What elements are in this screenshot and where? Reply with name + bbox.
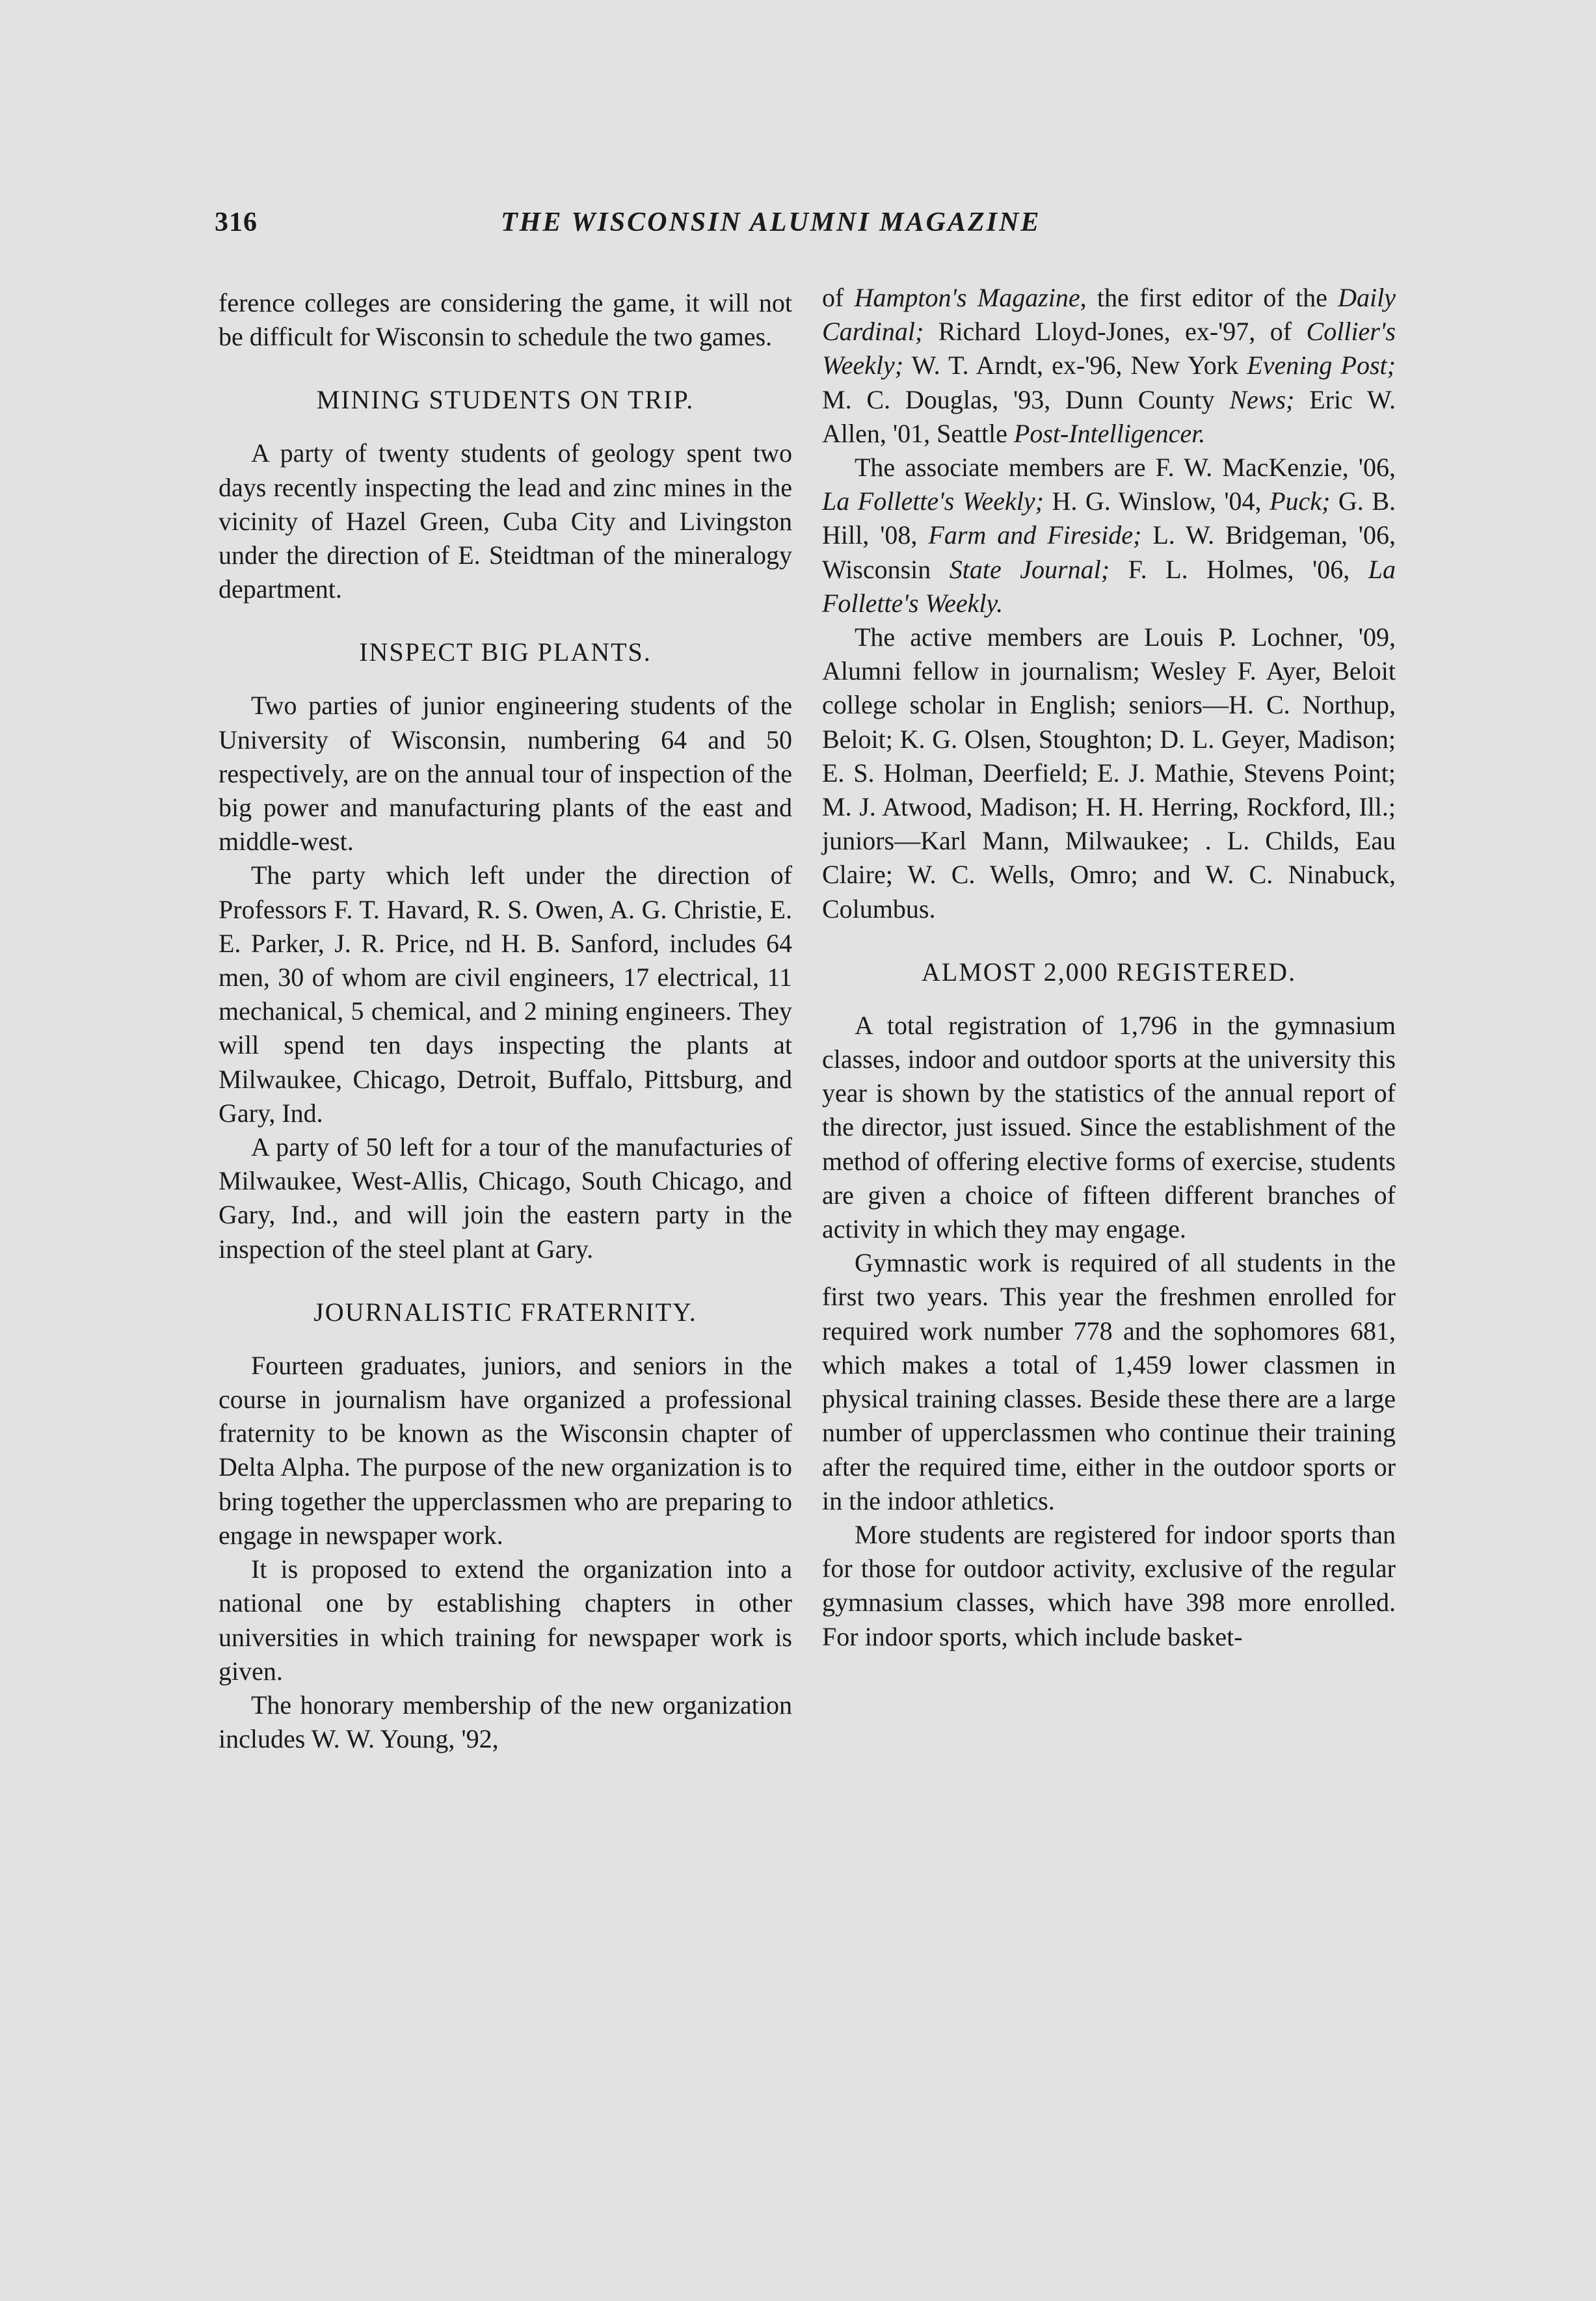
publication-name: La Follette's Weekly; <box>822 486 1044 516</box>
journalistic-paragraph-2: It is proposed to extend the organization into a national one by establishing chapters in other universities in which training for newspaper work is given. <box>219 1554 792 1686</box>
heading-journalistic-fraternity: JOURNALISTIC FRATERNITY. <box>313 1297 697 1327</box>
publication-name: Puck; <box>1270 486 1331 516</box>
associate-members-paragraph: The associate members are F. W. MacKenzie, '06, La Follette's Weekly; H. G. Winslow, '04, Puck; G. B. Hill, '08, Farm and Fireside; L. W. Bridgeman, '06, Wisconsin State Journal; F. L. Holmes, '06, La Follette's Weekly. <box>822 453 1396 618</box>
publication-name: Collier's Weekly; <box>822 317 1396 380</box>
registered-paragraph-1: A total registration of 1,796 in the gymnasium classes, indoor and outdoor sports at the university this year is shown by the statistics of the annual report of the director, just issued. Since the establishment of the method of offering elective forms of exercise, students are given a choice of fifteen different branches of activity in which they may engage. <box>822 1010 1396 1244</box>
publication-name: State Journal; <box>949 554 1110 584</box>
publication-name: Daily Cardinal; <box>822 283 1396 347</box>
page-header <box>215 207 1392 259</box>
inspect-paragraph-2: The party which left under the direction of Professors F. T. Havard, R. S. Owen, A. G. Christie, E. E. Parker, J. R. Price, nd H. B. Sanford, includes 64 men, 30 of whom are civil engineers, 17 electrical, 11 mechanical, 5 chemical, and 2 mining engineers. They will spend ten days inspecting the plants at Milwaukee, Chicago, Detroit, Buffalo, Pittsburg, and Gary, Ind. <box>219 860 792 1128</box>
inspect-paragraph-3: A party of 50 left for a tour of the manufacturies of Milwaukee, West-Allis, Chicago, South Chicago, and Gary, Ind., and will join the eastern party in the inspection of the steel plant at Gary. <box>219 1132 792 1264</box>
heading-inspect-plants: INSPECT BIG PLANTS. <box>359 637 652 667</box>
publication-name: Evening Post; <box>1247 351 1396 380</box>
mining-paragraph: A party of twenty students of geology spent two days recently inspecting the lead and zinc mines in the vicinity of Hazel Green, Cuba City and Livingston under the direction of E. Steidtman of the mineralogy department. <box>219 438 792 604</box>
publication-name: Farm and Fireside; <box>928 520 1142 550</box>
heading-almost-registered: ALMOST 2,000 REGISTERED. <box>921 957 1297 987</box>
publication-name: Hampton's Magazine <box>854 283 1080 312</box>
right-column <box>822 281 1396 1654</box>
left-column <box>219 286 792 1756</box>
active-members-paragraph: The active members are Louis P. Lochner, '09, Alumni fellow in journalism; Wesley F. Ayer, Beloit college scholar in English; seniors—H. C. Northup, Beloit; K. G. Olsen, Stoughton; D. L. Geyer, Madison; E. S. Holman, Deerfield; E. J. Mathie, Stevens Point; M. J. Atwood, Madison; H. H. Herring, Rockford, Ill.; juniors—Karl Mann, Milwaukee; . L. Childs, Eau Claire; W. C. Wells, Omro; and W. C. Ninabuck, Columbus. <box>822 622 1396 924</box>
inspect-paragraph-1: Two parties of junior engineering students of the University of Wisconsin, numbering 64 and 50 respectively, are on the annual tour of inspection of the big power and manufacturing plants of the east and middle-west. <box>219 691 792 857</box>
publication-name: La Follette's Weekly. <box>822 554 1396 618</box>
honorary-members-continuation: of Hampton's Magazine, the first editor of the Daily Cardinal; Richard Lloyd-Jones, ex-'97, of Collier's Weekly; W. T. Arndt, ex-'96, New York Evening Post; M. C. Douglas, '93, Dunn County News; Eric W. Allen, '01, Seattle Post-Intelligencer. <box>822 283 1396 448</box>
journalistic-paragraph-1: Fourteen graduates, juniors, and seniors in the course in journalism have organized a professional fraternity to be known as the Wisconsin chapter of Delta Alpha. The purpose of the new organization is to bring together the upperclassmen who are preparing to engage in newspaper work. <box>219 1350 792 1550</box>
publication-name: Post-Intelligencer. <box>1013 418 1206 448</box>
journalistic-paragraph-3: The honorary membership of the new organization includes W. W. Young, '92, <box>219 1690 792 1754</box>
running-title: THE WISCONSIN ALUMNI MAGAZINE <box>501 207 1041 237</box>
heading-mining-students: MINING STUDENTS ON TRIP. <box>316 385 695 415</box>
publication-name: News; <box>1229 384 1295 414</box>
continuation-paragraph: ference colleges are considering the game, it will not be difficult for Wisconsin to schedule the two games. <box>219 288 792 352</box>
registered-paragraph-3: More students are registered for indoor sports than for those for outdoor activity, exclusive of the regular gymnasium classes, which have 398 more enrolled. For indoor sports, which include basket- <box>822 1519 1396 1651</box>
page-number: 316 <box>215 207 258 237</box>
registered-paragraph-2: Gymnastic work is required of all students in the first two years. This year the freshmen enrolled for required work number 778 and the sophomores 681, which makes a total of 1,459 lower classmen in physical training classes. Beside these there are a large number of upperclassmen who continue their training after the required time, either in the outdoor sports or in the indoor athletics. <box>822 1248 1396 1515</box>
